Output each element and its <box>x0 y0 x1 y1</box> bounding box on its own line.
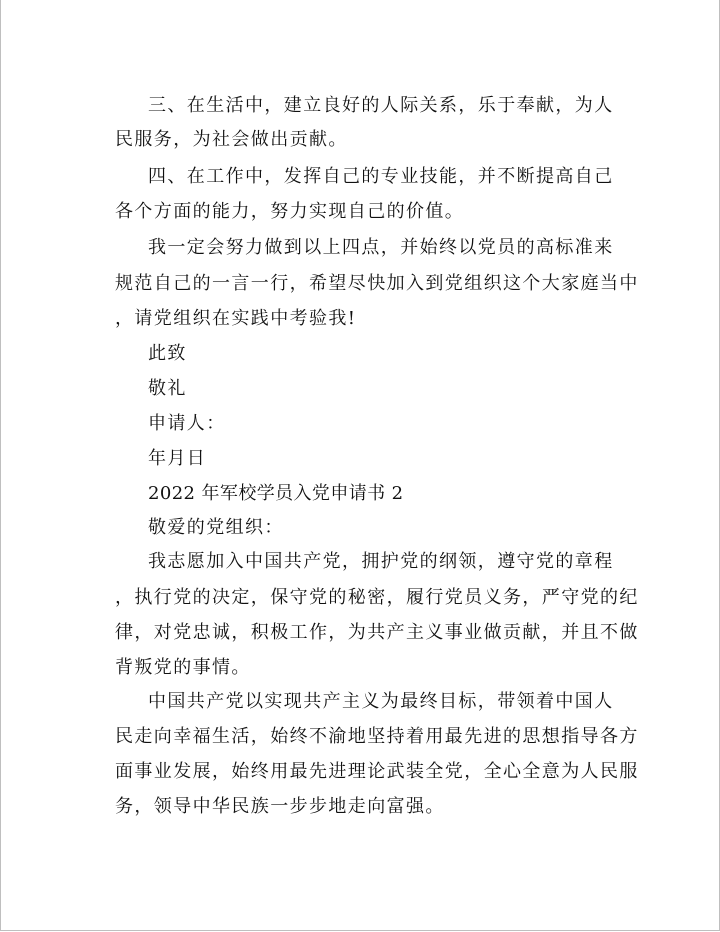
salutation: 敬爱的党组织： <box>148 517 284 538</box>
text-line: ，请党组织在实践中考验我! <box>115 308 357 329</box>
closing-text: 敬礼 <box>148 378 187 399</box>
date-label: 年月日 <box>148 448 207 469</box>
text-line: 背叛党的事情。 <box>115 657 251 678</box>
text-line: 律，对党忠诚，积极工作，为共产主义事业做贡献，并且不做 <box>115 622 639 643</box>
text-line: 三、在生活中，建立良好的人际关系，乐于奉献，为人 <box>148 95 614 116</box>
text-line: 我一定会努力做到以上四点，并始终以党员的高标准来 <box>148 237 614 258</box>
section-title: 2022 年军校学员入党申请书 2 <box>148 483 404 504</box>
text-line: 四、在工作中，发挥自己的专业技能，并不断提高自己 <box>148 166 614 187</box>
text-line: ，执行党的决定，保守党的秘密，履行党员义务，严守党的纪 <box>115 587 639 608</box>
applicant-label: 申请人： <box>148 413 226 434</box>
text-line: 规范自己的一言一行，希望尽快加入到党组织这个大家庭当中 <box>115 273 639 294</box>
text-line: 民走向幸福生活，始终不渝地坚持着用最先进的思想指导各方 <box>115 726 639 747</box>
text-line: 务，领导中华民族一步步地走向富强。 <box>115 796 445 817</box>
text-line: 民服务，为社会做出贡献。 <box>115 129 348 150</box>
text-line: 中国共产党以实现共产主义为最终目标，带领着中国人 <box>148 691 614 712</box>
text-line: 我志愿加入中国共产党，拥护党的纲领，遵守党的章程 <box>148 551 614 572</box>
text-line: 面事业发展，始终用最先进理论武装全党，全心全意为人民服 <box>115 761 639 782</box>
text-line: 各个方面的能力，努力实现自己的价值。 <box>115 201 465 222</box>
closing-text: 此致 <box>148 343 187 364</box>
